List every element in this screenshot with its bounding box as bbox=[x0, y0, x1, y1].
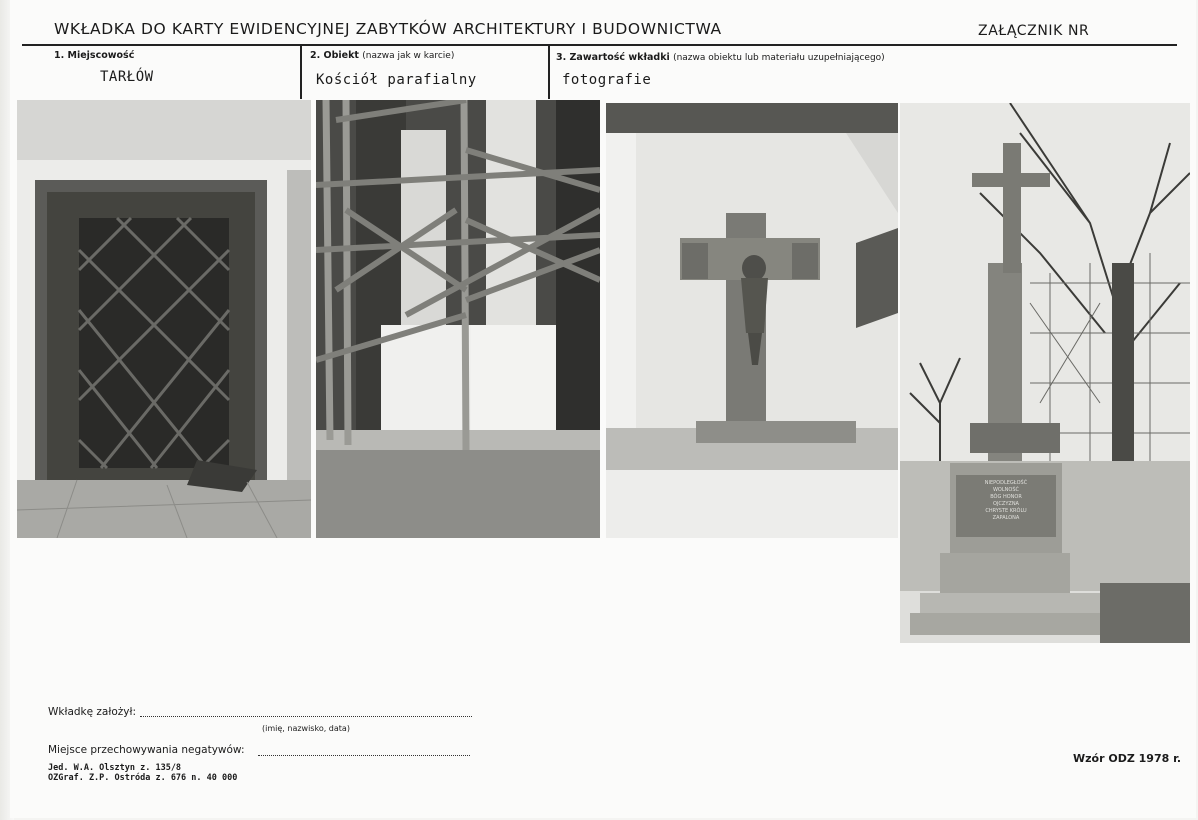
creator-line bbox=[140, 716, 472, 717]
photo-roadside-cross bbox=[900, 103, 1190, 643]
field-locality-value: TARŁÓW bbox=[100, 69, 154, 85]
plaque-inscription: NIEPODLEGŁOŚĆ WOLNOŚĆ BÓG HONOR OJCZYZNA CHRYSTE KRÓLU ZAPALONA bbox=[984, 480, 1028, 521]
printer-info: Jed. W.A. Olsztyn z. 135/8 OZGraf. Z.P. Ostróda z. 676 n. 40 000 bbox=[48, 763, 238, 783]
negatives-storage-label: Miejsce przechowywania negatywów: bbox=[48, 744, 245, 756]
field-divider bbox=[548, 44, 550, 99]
negatives-storage-line bbox=[258, 755, 470, 756]
form-version: Wzór ODZ 1978 r. bbox=[1073, 752, 1182, 765]
form-title: WKŁADKA DO KARTY EWIDENCYJNEJ ZABYTKÓW ARCHITEKTURY I BUDOWNICTWA bbox=[54, 20, 722, 38]
annex-number-label: ZAŁĄCZNIK NR bbox=[978, 23, 1090, 39]
header-rule bbox=[22, 44, 1177, 46]
field-object-label: 2. Obiekt (nazwa jak w karcie) bbox=[310, 50, 455, 61]
photo-scaffolding-columns bbox=[316, 100, 600, 538]
field-divider bbox=[300, 44, 302, 99]
photo-crucifix-wall bbox=[606, 103, 898, 538]
photo-church-door bbox=[17, 100, 311, 538]
creator-label: Wkładkę założył: bbox=[48, 706, 137, 718]
field-contents-value: fotografie bbox=[562, 72, 652, 88]
field-locality-label: 1. Miejscowość bbox=[54, 50, 135, 61]
field-contents-label: 3. Zawartość wkładki (nazwa obiektu lub materiału uzupełniającego) bbox=[556, 52, 885, 63]
field-object-value: Kościół parafialny bbox=[316, 72, 477, 88]
creator-hint: (imię, nazwisko, data) bbox=[262, 724, 350, 733]
